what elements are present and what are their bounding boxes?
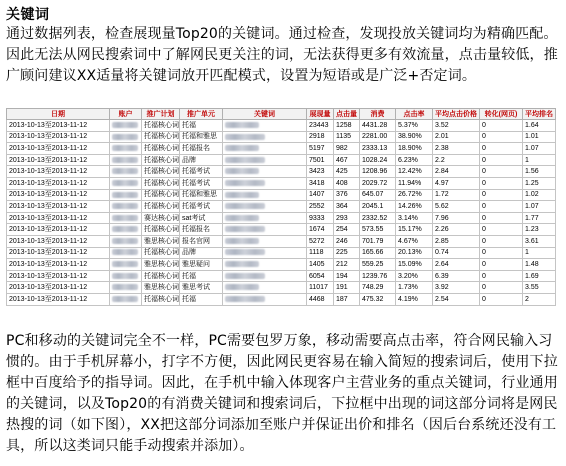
table-cell: 2013-10-13至2013-11-12 [7, 166, 110, 178]
table-cell: 6.39 [433, 270, 480, 282]
table-cell: 3.14% [396, 212, 433, 224]
redaction-blur [225, 226, 265, 232]
redaction-blur [225, 296, 265, 302]
redaction-blur [225, 145, 259, 151]
table-cell: 11017 [307, 282, 334, 294]
column-header: 展现量 [307, 109, 334, 120]
table-cell: 15.17% [396, 224, 433, 236]
table-row [7, 131, 556, 143]
table-cell: 1.23 [523, 224, 556, 236]
table-cell: 1.73% [396, 282, 433, 294]
table-cell: 5.37% [396, 120, 433, 132]
table-cell: 376 [334, 189, 360, 201]
table-cell: 托福核心词 [142, 224, 180, 236]
table-cell: 2333.13 [360, 143, 396, 155]
table-cell: 0 [480, 212, 523, 224]
redaction-blur [225, 261, 259, 267]
table-cell: 2013-10-13至2013-11-12 [7, 131, 110, 143]
table-cell: 1.56 [523, 166, 556, 178]
table-cell: 0 [480, 282, 523, 294]
table-cell: 1239.76 [360, 270, 396, 282]
table-cell: 5272 [307, 235, 334, 247]
redaction-blur [112, 134, 138, 140]
table-cell: 0 [480, 131, 523, 143]
table-cell: 1 [523, 247, 556, 259]
column-header: 点击量 [334, 109, 360, 120]
section-heading: 关键词 [6, 7, 50, 23]
table-cell: 2013-10-13至2013-11-12 [7, 177, 110, 189]
redacted-keyword-cell [223, 177, 307, 189]
table-cell: 托福核心词 [142, 131, 180, 143]
table-cell: 1.72 [433, 189, 480, 201]
redacted-keyword-cell [223, 166, 307, 178]
column-header: 转化(网页) [480, 109, 523, 120]
redacted-account-cell [110, 154, 142, 166]
table-cell: 托福考试 [180, 177, 223, 189]
table-cell: 225 [334, 247, 360, 259]
table-cell: 2.26 [433, 224, 480, 236]
redaction-blur [225, 157, 265, 163]
redacted-account-cell [110, 293, 142, 305]
table-cell: 0 [480, 224, 523, 236]
table-cell: 1.07 [523, 143, 556, 155]
table-cell: 1.69 [523, 270, 556, 282]
table-row [7, 189, 556, 201]
table-cell: 托福核心词 [142, 177, 180, 189]
table-cell: 托福报名 [180, 143, 223, 155]
column-header: 推广计划 [142, 109, 180, 120]
table-cell: 托福考试 [180, 166, 223, 178]
table-cell: 18.90% [396, 143, 433, 155]
redacted-keyword-cell [223, 212, 307, 224]
table-cell: 254 [334, 224, 360, 236]
table-cell: 7501 [307, 154, 334, 166]
table-row [7, 282, 556, 294]
redaction-blur [112, 145, 138, 151]
redaction-blur [225, 284, 259, 290]
mobile-keyword-paragraph: PC和移动的关键词完全不一样，PC需要包罗万象，移动需要高点击率，符合网民输入习惯的。由于手机屏幕小，打字不方便，因此网民更容易在输入简短的搜索词后，使用下拉框中百度给予的指导词。因此，在手机中输入体现客户主营业务的重点关键词，行业通用的关键词，以及Top20的有消费关键词和搜索词后，下拉框中出现的词这部分词将是网民热搜的词（如下图），XX把这部分词添加至账户并保证出价和排名（因后台系统还没有工具，所以这类词只能手动搜索并添加）。 [6, 333, 558, 454]
table-cell: 0 [480, 247, 523, 259]
redacted-account-cell [110, 235, 142, 247]
redaction-blur [112, 157, 138, 163]
table-cell: 0.74 [433, 247, 480, 259]
table-cell: 托福核心词 [142, 166, 180, 178]
table-row [7, 120, 556, 132]
table-cell: 5.62 [433, 201, 480, 213]
redacted-keyword-cell [223, 259, 307, 271]
table-cell: 3.52 [433, 120, 480, 132]
table-cell: 品牌 [180, 154, 223, 166]
table-cell: 2332.52 [360, 212, 396, 224]
redacted-keyword-cell [223, 189, 307, 201]
table-cell: 748.29 [360, 282, 396, 294]
table-cell: 1.02 [523, 189, 556, 201]
table-cell: 4431.28 [360, 120, 396, 132]
table-row [7, 143, 556, 155]
redacted-account-cell [110, 120, 142, 132]
table-cell: 0 [480, 177, 523, 189]
redacted-keyword-cell [223, 201, 307, 213]
redaction-blur [112, 203, 138, 209]
table-cell: 1.64 [523, 120, 556, 132]
table-cell: 托福 [180, 270, 223, 282]
table-row [7, 154, 556, 166]
table-cell: 托福核心词 [142, 143, 180, 155]
table-cell: 187 [334, 293, 360, 305]
table-cell: 2.85 [433, 235, 480, 247]
redacted-account-cell [110, 177, 142, 189]
redaction-blur [225, 122, 259, 128]
table-cell: 2013-10-13至2013-11-12 [7, 154, 110, 166]
redacted-account-cell [110, 212, 142, 224]
table-cell: 701.79 [360, 235, 396, 247]
table-cell: 0 [480, 120, 523, 132]
table-cell: 1.01 [523, 131, 556, 143]
table-row [7, 270, 556, 282]
table-cell: 2013-10-13至2013-11-12 [7, 189, 110, 201]
table-cell: 2.38 [433, 143, 480, 155]
table-cell: 2013-10-13至2013-11-12 [7, 293, 110, 305]
table-cell: 364 [334, 201, 360, 213]
table-cell: 1674 [307, 224, 334, 236]
table-cell: 1.77 [523, 212, 556, 224]
table-cell: 2013-10-13至2013-11-12 [7, 212, 110, 224]
table-cell: 3418 [307, 177, 334, 189]
table-cell: 1405 [307, 259, 334, 271]
table-cell: 2552 [307, 201, 334, 213]
table-cell: 2281.00 [360, 131, 396, 143]
redaction-blur [225, 134, 265, 140]
table-cell: 托福核心词 [142, 154, 180, 166]
table-cell: 14.26% [396, 201, 433, 213]
table-cell: 托福核心词 [142, 270, 180, 282]
redaction-blur [112, 296, 138, 302]
table-cell: 1.48 [523, 259, 556, 271]
redaction-blur [112, 215, 138, 221]
table-cell: 2.84 [433, 166, 480, 178]
table-cell: 475.32 [360, 293, 396, 305]
table-cell: 雅思核心词 [142, 282, 180, 294]
column-header: 推广单元 [180, 109, 223, 120]
column-header: 消费 [360, 109, 396, 120]
table-cell: 23443 [307, 120, 334, 132]
table-cell: 2045.1 [360, 201, 396, 213]
redaction-blur [112, 226, 138, 232]
column-header: 点击率 [396, 109, 433, 120]
redacted-account-cell [110, 259, 142, 271]
redacted-keyword-cell [223, 247, 307, 259]
redacted-account-cell [110, 270, 142, 282]
table-row [7, 201, 556, 213]
redaction-blur [225, 249, 265, 255]
table-cell: 品牌 [180, 247, 223, 259]
table-cell: 559.25 [360, 259, 396, 271]
table-cell: 2013-10-13至2013-11-12 [7, 235, 110, 247]
table-cell: 赛达核心词 [142, 212, 180, 224]
table-cell: 2013-10-13至2013-11-12 [7, 247, 110, 259]
table-cell: 托福核心词 [142, 120, 180, 132]
redaction-blur [112, 273, 138, 279]
table-cell: 9333 [307, 212, 334, 224]
redaction-blur [112, 168, 138, 174]
table-cell: 425 [334, 166, 360, 178]
table-row [7, 212, 556, 224]
table-cell: 2013-10-13至2013-11-12 [7, 201, 110, 213]
table-cell: 2.2 [433, 154, 480, 166]
table-cell: 408 [334, 177, 360, 189]
table-row [7, 235, 556, 247]
table-body [7, 120, 556, 306]
redacted-account-cell [110, 247, 142, 259]
table-cell: 1407 [307, 189, 334, 201]
table-cell: 165.66 [360, 247, 396, 259]
table-cell: 1208.96 [360, 166, 396, 178]
table-cell: 雅思考试 [180, 282, 223, 294]
table-row [7, 177, 556, 189]
redaction-blur [225, 215, 259, 221]
table-cell: 11.94% [396, 177, 433, 189]
table-cell: 2 [523, 293, 556, 305]
table-cell: 托福 [180, 120, 223, 132]
table-cell: 1118 [307, 247, 334, 259]
table-cell: 7.96 [433, 212, 480, 224]
table-cell: 托福核心词 [142, 293, 180, 305]
redacted-keyword-cell [223, 293, 307, 305]
keyword-table-image [6, 108, 555, 306]
table-cell: 4.19% [396, 293, 433, 305]
table-cell: 2013-10-13至2013-11-12 [7, 259, 110, 271]
table-cell: 3.20% [396, 270, 433, 282]
redacted-account-cell [110, 224, 142, 236]
table-cell: 4468 [307, 293, 334, 305]
table-cell: 托福核心词 [142, 201, 180, 213]
table-cell: 1258 [334, 120, 360, 132]
table-cell: 报名官网 [180, 235, 223, 247]
redaction-blur [112, 122, 138, 128]
table-cell: 3.92 [433, 282, 480, 294]
redaction-blur [112, 192, 138, 198]
table-cell: 0 [480, 293, 523, 305]
column-header: 日期 [7, 109, 110, 120]
table-cell: 0 [480, 166, 523, 178]
redaction-blur [112, 261, 138, 267]
column-header: 平均点击价格 [433, 109, 480, 120]
redacted-account-cell [110, 166, 142, 178]
table-cell: 293 [334, 212, 360, 224]
table-cell: 982 [334, 143, 360, 155]
table-cell: 雅思核心词 [142, 235, 180, 247]
table-cell: 26.72% [396, 189, 433, 201]
table-cell: 212 [334, 259, 360, 271]
redacted-keyword-cell [223, 282, 307, 294]
table-cell: 38.90% [396, 131, 433, 143]
table-cell: 467 [334, 154, 360, 166]
redaction-blur [225, 168, 259, 174]
table-cell: 托福和雅思 [180, 189, 223, 201]
redaction-blur [112, 284, 138, 290]
table-cell: 1.25 [523, 177, 556, 189]
table-cell: 15.09% [396, 259, 433, 271]
redacted-keyword-cell [223, 224, 307, 236]
table-row [7, 293, 556, 305]
table-cell: 0 [480, 154, 523, 166]
table-cell: 2013-10-13至2013-11-12 [7, 224, 110, 236]
table-cell: 2.54 [433, 293, 480, 305]
table-cell: 3423 [307, 166, 334, 178]
table-cell: 3.61 [523, 235, 556, 247]
table-cell: 20.13% [396, 247, 433, 259]
column-header: 账户 [110, 109, 142, 120]
table-row [7, 259, 556, 271]
table-cell: 3.55 [523, 282, 556, 294]
table-row [7, 166, 556, 178]
table-cell: 194 [334, 270, 360, 282]
table-cell: 2013-10-13至2013-11-12 [7, 270, 110, 282]
table-cell: 6054 [307, 270, 334, 282]
table-cell: 4.97 [433, 177, 480, 189]
table-cell: 573.55 [360, 224, 396, 236]
table-cell: 雅思疑问 [180, 259, 223, 271]
table-cell: 0 [480, 270, 523, 282]
table-header-row [7, 109, 556, 120]
table-cell: 2.64 [433, 259, 480, 271]
table-cell: 托福核心词 [142, 247, 180, 259]
table-cell: 4.67% [396, 235, 433, 247]
table-cell: 2013-10-13至2013-11-12 [7, 143, 110, 155]
redacted-account-cell [110, 143, 142, 155]
intro-paragraph: 通过数据列表，检查展现量Top20的关键词。通过检查，发现投放关键词均为精确匹配。因此无法从网民搜索词中了解网民更关注的词，无法获得更多有效流量，点击量较低，推广顾问建议XX适量将关键词放开匹配模式，设置为短语或是广泛+否定词。 [6, 26, 558, 84]
redacted-account-cell [110, 189, 142, 201]
table-row [7, 224, 556, 236]
table-cell: 2029.72 [360, 177, 396, 189]
table-cell: 托福和雅思 [180, 131, 223, 143]
table-cell: 0 [480, 143, 523, 155]
table-cell: 645.07 [360, 189, 396, 201]
redaction-blur [225, 192, 259, 198]
table-cell: 6.23% [396, 154, 433, 166]
table-cell: 2918 [307, 131, 334, 143]
table-row [7, 247, 556, 259]
table-cell: 191 [334, 282, 360, 294]
table-cell: 托福报名 [180, 224, 223, 236]
table-cell: 2013-10-13至2013-11-12 [7, 120, 110, 132]
table-cell: 246 [334, 235, 360, 247]
redaction-blur [112, 238, 138, 244]
redacted-account-cell [110, 131, 142, 143]
column-header: 平均排名 [523, 109, 556, 120]
table-cell: sat考试 [180, 212, 223, 224]
table-cell: 0 [480, 201, 523, 213]
table-cell: 1028.24 [360, 154, 396, 166]
redacted-keyword-cell [223, 120, 307, 132]
table-cell: 2.01 [433, 131, 480, 143]
redacted-keyword-cell [223, 131, 307, 143]
redacted-keyword-cell [223, 270, 307, 282]
table-cell: 0 [480, 189, 523, 201]
table-cell: 雅思核心词 [142, 259, 180, 271]
table-cell: 托福 [180, 293, 223, 305]
redaction-blur [112, 180, 138, 186]
table-cell: 0 [480, 235, 523, 247]
table-cell: 托福核心词 [142, 189, 180, 201]
redacted-account-cell [110, 282, 142, 294]
column-header: 关键词 [223, 109, 307, 120]
redaction-blur [112, 249, 138, 255]
table-cell: 1135 [334, 131, 360, 143]
redacted-keyword-cell [223, 154, 307, 166]
table-cell: 托福考试 [180, 201, 223, 213]
redacted-keyword-cell [223, 235, 307, 247]
redaction-blur [225, 238, 259, 244]
redaction-blur [225, 203, 265, 209]
table-cell: 0 [480, 259, 523, 271]
redaction-blur [225, 180, 265, 186]
table-cell: 1 [523, 154, 556, 166]
table-cell: 1.07 [523, 201, 556, 213]
redaction-blur [225, 273, 265, 279]
table-cell: 12.42% [396, 166, 433, 178]
table-cell: 5197 [307, 143, 334, 155]
redacted-account-cell [110, 201, 142, 213]
keyword-table [6, 108, 556, 306]
table-cell: 2013-10-13至2013-11-12 [7, 282, 110, 294]
redacted-keyword-cell [223, 143, 307, 155]
